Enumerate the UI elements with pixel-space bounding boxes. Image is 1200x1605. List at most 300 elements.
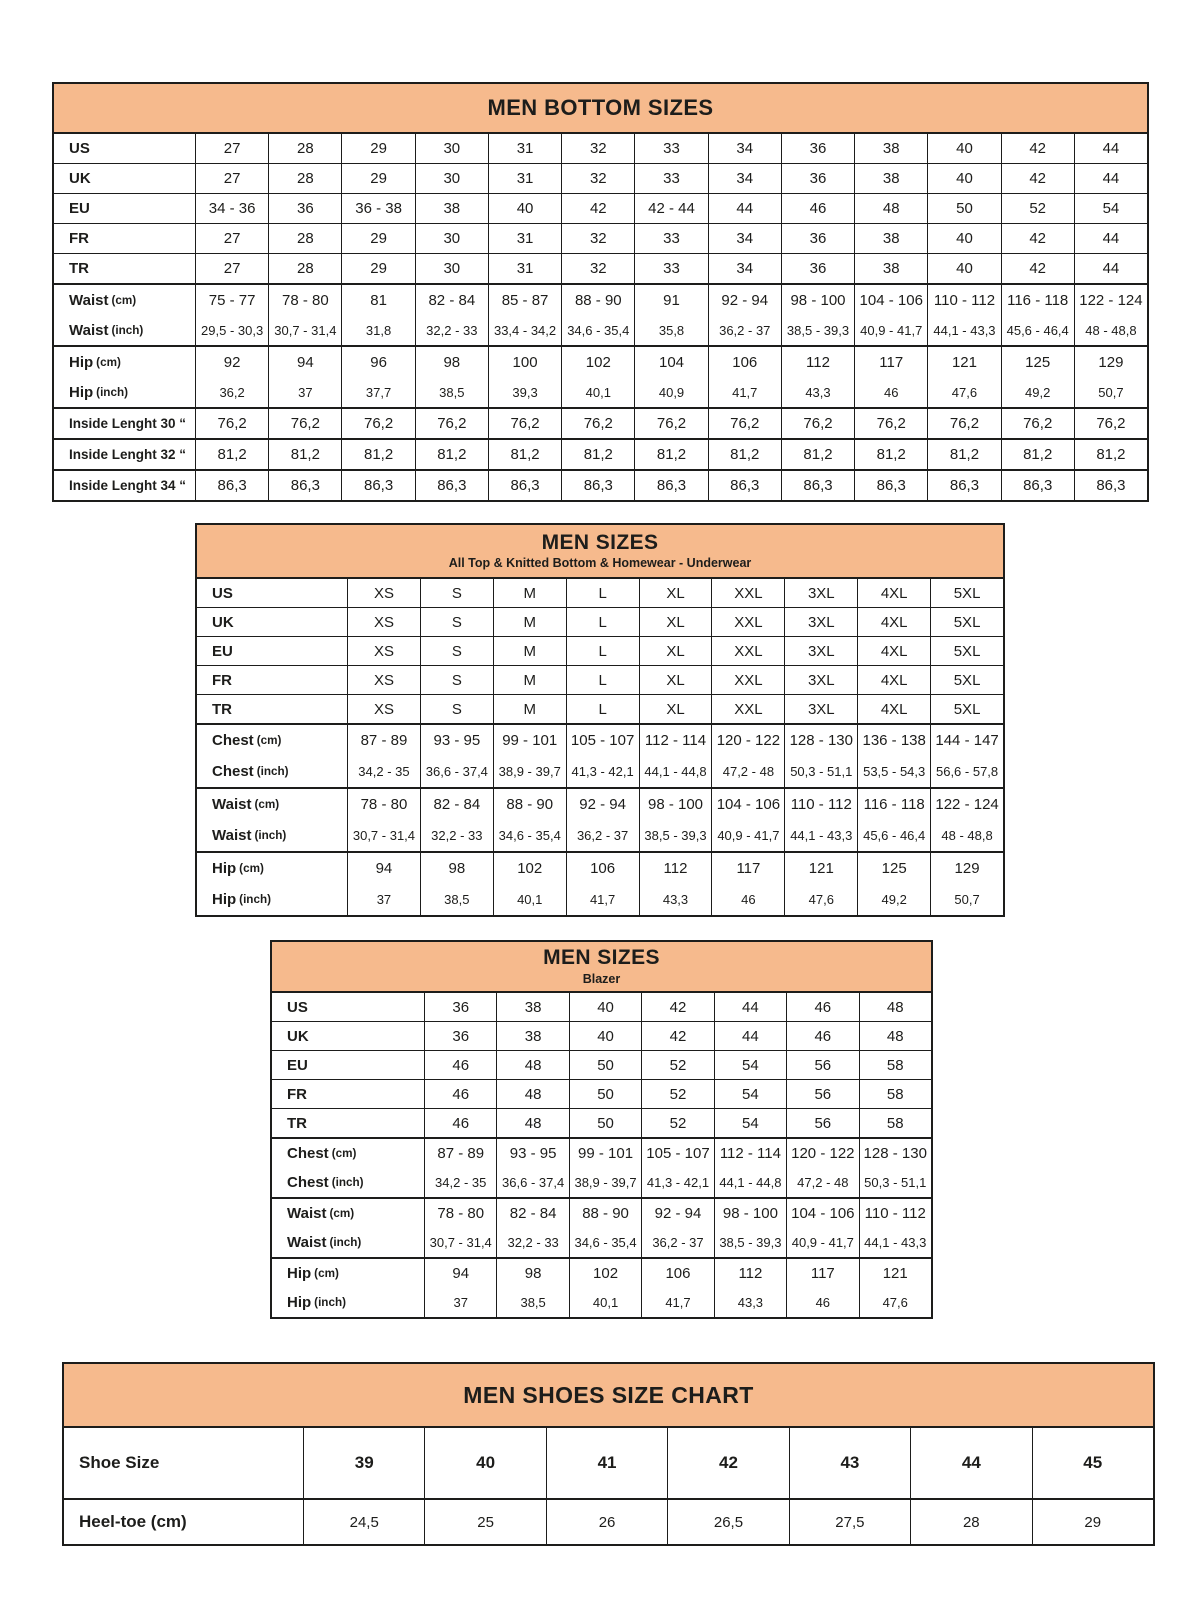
size-cell: 45,6 - 46,4 bbox=[1001, 315, 1074, 345]
size-cell: 32 bbox=[561, 254, 634, 283]
row-label-text: Inside Lenght 34 “ bbox=[69, 478, 187, 493]
row-label-unit: (inch) bbox=[329, 1236, 362, 1249]
size-cell: 38,5 bbox=[415, 377, 488, 407]
size-cell: 40 bbox=[927, 134, 1000, 163]
size-cell: 50,3 - 51,1 bbox=[784, 756, 857, 787]
size-cell: 92 - 94 bbox=[708, 285, 781, 315]
size-cell: 40 bbox=[488, 194, 561, 223]
size-cell: 46 bbox=[424, 1109, 496, 1137]
size-cell: XL bbox=[639, 608, 712, 636]
size-cell: 34,6 - 35,4 bbox=[493, 820, 566, 851]
size-cell: 38,5 bbox=[496, 1288, 568, 1317]
size-cell: 48 - 48,8 bbox=[1074, 315, 1147, 345]
men-bottom-sizes-body bbox=[54, 134, 1147, 500]
row-label bbox=[272, 1168, 424, 1197]
size-cell: 112 bbox=[781, 347, 854, 377]
table-row bbox=[197, 820, 1003, 851]
size-cell: 94 bbox=[347, 853, 420, 884]
size-cell: 122 - 124 bbox=[1074, 285, 1147, 315]
size-cell: 40,9 - 41,7 bbox=[854, 315, 927, 345]
men-bottom-sizes-header bbox=[54, 84, 1147, 134]
row-label-unit: (inch) bbox=[331, 1176, 364, 1189]
size-cell: 76,2 bbox=[341, 409, 414, 438]
row-label-unit: (inch) bbox=[256, 765, 289, 778]
row-label-text: TR bbox=[287, 1114, 307, 1132]
table-row bbox=[54, 285, 1147, 315]
size-cell: 48 bbox=[496, 1080, 568, 1108]
row-label bbox=[54, 409, 195, 438]
size-cell: 26,5 bbox=[667, 1500, 788, 1544]
table-row-group bbox=[54, 134, 1147, 163]
table-row bbox=[272, 1228, 931, 1257]
size-cell: S bbox=[420, 637, 493, 665]
size-cell: 76,2 bbox=[415, 409, 488, 438]
size-cell: 45,6 - 46,4 bbox=[857, 820, 930, 851]
size-cell: 129 bbox=[930, 853, 1003, 884]
size-cell: 92 - 94 bbox=[641, 1199, 713, 1228]
size-cell: 3XL bbox=[784, 608, 857, 636]
size-cell: 32 bbox=[561, 164, 634, 193]
size-cell: 88 - 90 bbox=[569, 1199, 641, 1228]
size-cell: 44 bbox=[714, 1022, 786, 1050]
size-cell: 45 bbox=[1032, 1428, 1153, 1498]
size-cell: 121 bbox=[859, 1259, 931, 1288]
table-row bbox=[197, 579, 1003, 607]
table-row bbox=[54, 194, 1147, 223]
table-row-group bbox=[64, 1498, 1153, 1544]
size-cell: 81,2 bbox=[1074, 440, 1147, 469]
table-subtitle: All Top & Knitted Bottom & Homewear - Underwear bbox=[448, 556, 752, 571]
row-label-text: Heel-toe (cm) bbox=[79, 1512, 187, 1531]
size-cell: 4XL bbox=[857, 608, 930, 636]
row-label-text: EU bbox=[69, 200, 90, 217]
size-cell: 36,6 - 37,4 bbox=[496, 1168, 568, 1197]
table-row bbox=[64, 1500, 1153, 1544]
size-cell: 76,2 bbox=[781, 409, 854, 438]
size-cell: XL bbox=[639, 666, 712, 694]
size-cell: 82 - 84 bbox=[415, 285, 488, 315]
size-cell: 76,2 bbox=[708, 409, 781, 438]
size-cell: 81,2 bbox=[634, 440, 707, 469]
size-cell: 42 - 44 bbox=[634, 194, 707, 223]
size-cell: 46 bbox=[786, 993, 858, 1021]
size-cell: 94 bbox=[268, 347, 341, 377]
table-row bbox=[272, 1288, 931, 1317]
table-row-group bbox=[54, 345, 1147, 407]
size-cell: 28 bbox=[910, 1500, 1031, 1544]
size-cell: XL bbox=[639, 637, 712, 665]
size-cell: 48 bbox=[496, 1109, 568, 1137]
size-cell: M bbox=[493, 695, 566, 723]
size-cell: 98 bbox=[496, 1259, 568, 1288]
size-cell: 50 bbox=[569, 1109, 641, 1137]
size-cell: 86,3 bbox=[341, 471, 414, 500]
size-cell: 81 bbox=[341, 285, 414, 315]
table-row bbox=[197, 853, 1003, 884]
size-cell: M bbox=[493, 579, 566, 607]
table-row-group bbox=[272, 1197, 931, 1257]
size-cell: 39,3 bbox=[488, 377, 561, 407]
size-cell: S bbox=[420, 695, 493, 723]
size-cell: 27,5 bbox=[789, 1500, 910, 1544]
size-cell: 144 - 147 bbox=[930, 725, 1003, 756]
size-cell: XL bbox=[639, 695, 712, 723]
size-cell: 106 bbox=[641, 1259, 713, 1288]
size-cell: XXL bbox=[711, 637, 784, 665]
size-cell: 40,1 bbox=[493, 884, 566, 915]
table-row-group bbox=[54, 163, 1147, 193]
row-label-text: Waist bbox=[287, 1205, 327, 1222]
size-cell: 38,5 - 39,3 bbox=[639, 820, 712, 851]
size-cell: 25 bbox=[424, 1500, 545, 1544]
size-cell: 105 - 107 bbox=[566, 725, 639, 756]
size-cell: 35,8 bbox=[634, 315, 707, 345]
size-cell: 33 bbox=[634, 254, 707, 283]
size-cell: 44 bbox=[1074, 164, 1147, 193]
table-row bbox=[272, 1199, 931, 1228]
size-cell: 27 bbox=[195, 224, 268, 253]
size-cell: 56 bbox=[786, 1080, 858, 1108]
size-cell: 86,3 bbox=[708, 471, 781, 500]
size-cell: 34 bbox=[708, 224, 781, 253]
size-cell: 86,3 bbox=[268, 471, 341, 500]
row-label bbox=[54, 471, 195, 500]
size-cell: 43,3 bbox=[714, 1288, 786, 1317]
row-label-unit: (inch) bbox=[239, 893, 271, 906]
table-row-group bbox=[197, 723, 1003, 787]
size-cell: 93 - 95 bbox=[496, 1139, 568, 1168]
size-cell: 41,7 bbox=[708, 377, 781, 407]
size-cell: 76,2 bbox=[488, 409, 561, 438]
size-cell: 49,2 bbox=[857, 884, 930, 915]
table-row-group bbox=[197, 851, 1003, 915]
size-cell: 44 bbox=[1074, 134, 1147, 163]
size-cell: 106 bbox=[708, 347, 781, 377]
size-cell: 5XL bbox=[930, 637, 1003, 665]
size-cell: 104 - 106 bbox=[854, 285, 927, 315]
size-cell: 56,6 - 57,8 bbox=[930, 756, 1003, 787]
row-label bbox=[54, 440, 195, 469]
size-cell: 81,2 bbox=[1001, 440, 1074, 469]
size-cell: 128 - 130 bbox=[859, 1139, 931, 1168]
size-cell: 37 bbox=[347, 884, 420, 915]
table-row bbox=[54, 377, 1147, 407]
size-cell: 112 bbox=[639, 853, 712, 884]
table-row bbox=[197, 695, 1003, 723]
size-cell: 98 bbox=[415, 347, 488, 377]
row-label-text: FR bbox=[69, 230, 89, 247]
row-label-text: Hip bbox=[287, 1265, 312, 1282]
table-row-group bbox=[272, 1050, 931, 1079]
size-cell: 81,2 bbox=[341, 440, 414, 469]
size-cell: 125 bbox=[857, 853, 930, 884]
size-cell: 40 bbox=[927, 254, 1000, 283]
size-cell: 53,5 - 54,3 bbox=[857, 756, 930, 787]
men-sizes-tops-header bbox=[197, 525, 1003, 579]
table-row-group bbox=[197, 607, 1003, 636]
size-cell: 46 bbox=[786, 1288, 858, 1317]
size-cell: 33 bbox=[634, 224, 707, 253]
size-cell: L bbox=[566, 608, 639, 636]
size-cell: 47,6 bbox=[784, 884, 857, 915]
size-cell: XS bbox=[347, 695, 420, 723]
size-cell: 46 bbox=[854, 377, 927, 407]
size-cell: 32 bbox=[561, 134, 634, 163]
size-cell: 76,2 bbox=[268, 409, 341, 438]
size-cell: 44,1 - 43,3 bbox=[784, 820, 857, 851]
size-cell: 29 bbox=[341, 254, 414, 283]
size-cell: 121 bbox=[784, 853, 857, 884]
table-row bbox=[54, 164, 1147, 193]
row-label bbox=[272, 1022, 424, 1050]
size-cell: 81,2 bbox=[415, 440, 488, 469]
size-cell: 5XL bbox=[930, 666, 1003, 694]
size-cell: 54 bbox=[714, 1051, 786, 1079]
size-cell: 47,2 - 48 bbox=[711, 756, 784, 787]
row-label-unit: (cm) bbox=[96, 355, 121, 369]
size-cell: 30 bbox=[415, 254, 488, 283]
size-cell: 112 - 114 bbox=[714, 1139, 786, 1168]
size-cell: 52 bbox=[641, 1051, 713, 1079]
size-cell: 54 bbox=[714, 1109, 786, 1137]
size-cell: 92 bbox=[195, 347, 268, 377]
size-cell: 87 - 89 bbox=[347, 725, 420, 756]
size-cell: 36,2 - 37 bbox=[566, 820, 639, 851]
row-label bbox=[54, 194, 195, 223]
size-cell: 30 bbox=[415, 164, 488, 193]
size-cell: 28 bbox=[268, 224, 341, 253]
row-label bbox=[197, 608, 347, 636]
row-label bbox=[64, 1500, 303, 1544]
size-cell: 81,2 bbox=[708, 440, 781, 469]
size-cell: 104 - 106 bbox=[786, 1199, 858, 1228]
size-cell: 36 - 38 bbox=[341, 194, 414, 223]
row-label bbox=[197, 756, 347, 787]
size-cell: 78 - 80 bbox=[347, 789, 420, 820]
row-label-text: UK bbox=[69, 170, 91, 187]
men-sizes-tops-body bbox=[197, 579, 1003, 915]
row-label bbox=[64, 1428, 303, 1498]
size-cell: 34,2 - 35 bbox=[424, 1168, 496, 1197]
size-cell: 75 - 77 bbox=[195, 285, 268, 315]
table-row-group bbox=[197, 694, 1003, 723]
row-label-unit: (inch) bbox=[111, 323, 144, 337]
table-row bbox=[272, 1139, 931, 1168]
table-row bbox=[197, 666, 1003, 694]
size-cell: 56 bbox=[786, 1051, 858, 1079]
size-cell: 98 - 100 bbox=[639, 789, 712, 820]
row-label-text: Hip bbox=[287, 1294, 312, 1311]
size-cell: 40,1 bbox=[569, 1288, 641, 1317]
size-cell: 40 bbox=[927, 224, 1000, 253]
table-row bbox=[272, 1022, 931, 1050]
size-cell: 36,2 - 37 bbox=[641, 1228, 713, 1257]
size-cell: 38 bbox=[496, 1022, 568, 1050]
men-shoes-size-chart-body bbox=[64, 1428, 1153, 1544]
size-cell: 102 bbox=[493, 853, 566, 884]
row-label-text: Chest bbox=[212, 732, 254, 749]
size-cell: 42 bbox=[1001, 134, 1074, 163]
row-label-unit: (inch) bbox=[96, 385, 128, 399]
size-cell: 40 bbox=[424, 1428, 545, 1498]
row-label-text: Shoe Size bbox=[79, 1453, 160, 1472]
row-label bbox=[272, 1139, 424, 1168]
row-label-text: FR bbox=[287, 1085, 307, 1103]
size-cell: 30,7 - 31,4 bbox=[347, 820, 420, 851]
size-cell: 3XL bbox=[784, 637, 857, 665]
size-cell: 34 bbox=[708, 164, 781, 193]
size-cell: 47,2 - 48 bbox=[786, 1168, 858, 1197]
table-row bbox=[272, 1168, 931, 1197]
size-cell: 44 bbox=[1074, 224, 1147, 253]
size-cell: 29 bbox=[1032, 1500, 1153, 1544]
men-bottom-sizes-table bbox=[52, 82, 1149, 502]
size-cell: 48 bbox=[859, 993, 931, 1021]
size-cell: 31 bbox=[488, 254, 561, 283]
size-cell: 86,3 bbox=[195, 471, 268, 500]
size-cell: XXL bbox=[711, 608, 784, 636]
size-cell: 76,2 bbox=[195, 409, 268, 438]
size-cell: 54 bbox=[714, 1080, 786, 1108]
size-cell: 41 bbox=[546, 1428, 667, 1498]
size-cell: 48 bbox=[496, 1051, 568, 1079]
size-cell: 106 bbox=[566, 853, 639, 884]
size-cell: 99 - 101 bbox=[569, 1139, 641, 1168]
table-row bbox=[54, 347, 1147, 377]
table-title: MEN SHOES SIZE CHART bbox=[463, 1381, 754, 1408]
row-label-text: Chest bbox=[287, 1174, 329, 1191]
size-cell: 93 - 95 bbox=[420, 725, 493, 756]
size-cell: 96 bbox=[341, 347, 414, 377]
size-cell: 4XL bbox=[857, 579, 930, 607]
row-label-unit: (cm) bbox=[314, 1267, 339, 1280]
size-cell: 37 bbox=[268, 377, 341, 407]
size-cell: 44 bbox=[714, 993, 786, 1021]
size-cell: 28 bbox=[268, 134, 341, 163]
size-cell: 86,3 bbox=[781, 471, 854, 500]
table-row-group bbox=[64, 1428, 1153, 1498]
size-cell: 32,2 - 33 bbox=[420, 820, 493, 851]
size-cell: 38,5 - 39,3 bbox=[781, 315, 854, 345]
size-cell: 100 bbox=[488, 347, 561, 377]
row-label bbox=[197, 579, 347, 607]
row-label bbox=[197, 820, 347, 851]
size-cell: 38 bbox=[854, 224, 927, 253]
size-cell: 46 bbox=[781, 194, 854, 223]
size-cell: 36 bbox=[781, 164, 854, 193]
size-cell: 34 bbox=[708, 254, 781, 283]
size-cell: 40 bbox=[569, 1022, 641, 1050]
size-cell: M bbox=[493, 608, 566, 636]
size-cell: 43,3 bbox=[781, 377, 854, 407]
size-cell: 50 bbox=[569, 1051, 641, 1079]
size-cell: 85 - 87 bbox=[488, 285, 561, 315]
row-label-text: US bbox=[287, 998, 308, 1016]
size-cell: 125 bbox=[1001, 347, 1074, 377]
size-cell: 116 - 118 bbox=[1001, 285, 1074, 315]
size-cell: 31 bbox=[488, 224, 561, 253]
size-cell: 31,8 bbox=[341, 315, 414, 345]
row-label bbox=[197, 695, 347, 723]
row-label bbox=[54, 254, 195, 283]
size-cell: 52 bbox=[641, 1080, 713, 1108]
size-cell: 78 - 80 bbox=[424, 1199, 496, 1228]
size-cell: 112 - 114 bbox=[639, 725, 712, 756]
size-cell: 30,7 - 31,4 bbox=[268, 315, 341, 345]
size-cell: 36 bbox=[424, 993, 496, 1021]
row-label-text: EU bbox=[212, 642, 233, 660]
table-row bbox=[272, 1051, 931, 1079]
size-cell: 40 bbox=[569, 993, 641, 1021]
size-cell: 41,7 bbox=[566, 884, 639, 915]
size-cell: 44,1 - 43,3 bbox=[859, 1228, 931, 1257]
size-cell: 46 bbox=[424, 1080, 496, 1108]
size-cell: 87 - 89 bbox=[424, 1139, 496, 1168]
table-row bbox=[64, 1428, 1153, 1498]
row-label-text: Hip bbox=[212, 891, 237, 908]
row-label-unit: (cm) bbox=[256, 734, 282, 747]
size-cell: 38,9 - 39,7 bbox=[569, 1168, 641, 1197]
size-cell: 36 bbox=[424, 1022, 496, 1050]
size-cell: 94 bbox=[424, 1259, 496, 1288]
row-label-text: FR bbox=[212, 671, 232, 689]
size-cell: 58 bbox=[859, 1080, 931, 1108]
size-cell: 48 bbox=[859, 1022, 931, 1050]
size-cell: 27 bbox=[195, 164, 268, 193]
size-cell: 92 - 94 bbox=[566, 789, 639, 820]
men-sizes-blazer-table bbox=[270, 940, 933, 1319]
size-cell: 117 bbox=[786, 1259, 858, 1288]
size-cell: 34 - 36 bbox=[195, 194, 268, 223]
size-cell: 30 bbox=[415, 224, 488, 253]
size-cell: XXL bbox=[711, 695, 784, 723]
size-cell: XL bbox=[639, 579, 712, 607]
table-row bbox=[197, 756, 1003, 787]
row-label-text: US bbox=[69, 140, 90, 157]
size-cell: 36 bbox=[781, 224, 854, 253]
size-cell: 27 bbox=[195, 134, 268, 163]
size-cell: 46 bbox=[786, 1022, 858, 1050]
size-cell: 48 - 48,8 bbox=[930, 820, 1003, 851]
size-cell: 43 bbox=[789, 1428, 910, 1498]
table-row-group bbox=[54, 407, 1147, 438]
size-cell: 43,3 bbox=[639, 884, 712, 915]
size-cell: 33,4 - 34,2 bbox=[488, 315, 561, 345]
row-label bbox=[54, 347, 195, 377]
row-label bbox=[54, 224, 195, 253]
table-row-group bbox=[54, 469, 1147, 500]
size-cell: 46 bbox=[424, 1051, 496, 1079]
size-cell: 38 bbox=[415, 194, 488, 223]
size-cell: 38,5 - 39,3 bbox=[714, 1228, 786, 1257]
row-label bbox=[272, 993, 424, 1021]
table-row bbox=[272, 1080, 931, 1108]
size-cell: 129 bbox=[1074, 347, 1147, 377]
size-cell: 48 bbox=[854, 194, 927, 223]
size-cell: 81,2 bbox=[781, 440, 854, 469]
size-cell: 44 bbox=[708, 194, 781, 223]
size-cell: 4XL bbox=[857, 666, 930, 694]
size-cell: 29 bbox=[341, 134, 414, 163]
size-cell: XS bbox=[347, 666, 420, 694]
men-shoes-size-chart-table bbox=[62, 1362, 1155, 1546]
table-row-group bbox=[272, 1257, 931, 1317]
table-title: MEN BOTTOM SIZES bbox=[487, 95, 714, 121]
size-cell: L bbox=[566, 695, 639, 723]
size-cell: 42 bbox=[1001, 224, 1074, 253]
size-cell: 26 bbox=[546, 1500, 667, 1544]
size-cell: 76,2 bbox=[1001, 409, 1074, 438]
